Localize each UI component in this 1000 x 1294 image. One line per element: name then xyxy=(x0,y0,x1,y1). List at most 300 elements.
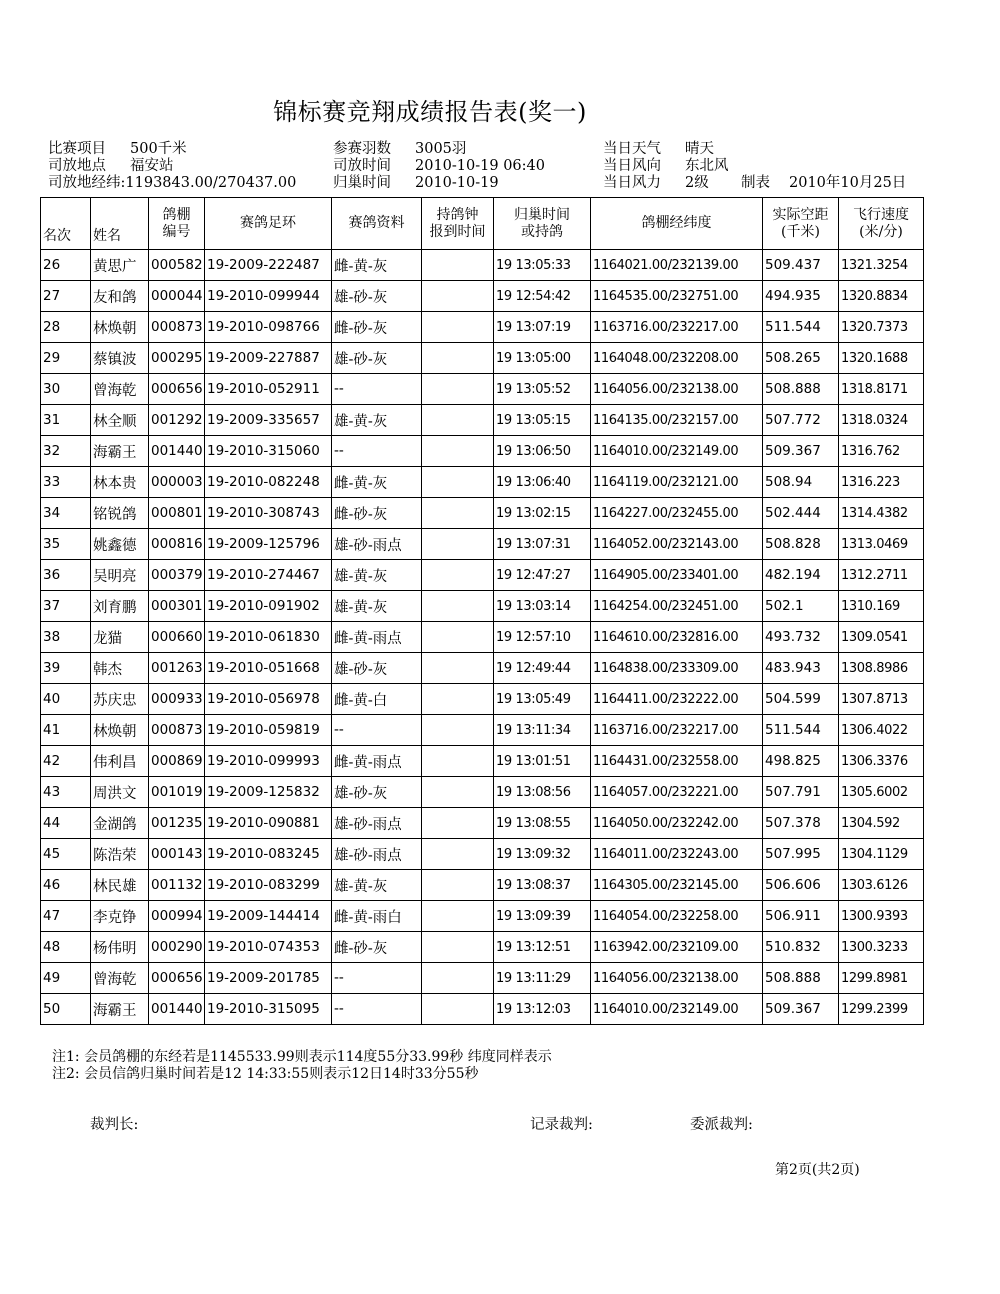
cell-speed: 1310.169 xyxy=(839,591,924,622)
cell-info: 雄-砂-灰 xyxy=(332,777,422,808)
info-column-middle xyxy=(333,141,545,192)
release-place-value: 福安站 xyxy=(130,158,174,174)
cell-return-time: 19 13:06:50 xyxy=(494,436,591,467)
cell-rank: 32 xyxy=(41,436,91,467)
cell-rank: 28 xyxy=(41,312,91,343)
cell-clock xyxy=(422,436,494,467)
cell-ring: 19-2010-090881 xyxy=(205,808,332,839)
cell-name: 金湖鸽 xyxy=(91,808,149,839)
cell-return-time: 19 13:03:14 xyxy=(494,591,591,622)
cell-speed: 1316.223 xyxy=(839,467,924,498)
cell-return-time: 19 13:12:51 xyxy=(494,932,591,963)
cell-speed: 1300.9393 xyxy=(839,901,924,932)
cell-ring: 19-2010-098766 xyxy=(205,312,332,343)
cell-rank: 29 xyxy=(41,343,91,374)
cell-clock xyxy=(422,870,494,901)
table-row xyxy=(41,870,924,901)
cell-clock xyxy=(422,746,494,777)
cell-name: 海霸王 xyxy=(91,436,149,467)
cell-speed: 1321.3254 xyxy=(839,250,924,281)
cell-info: 雌-砂-灰 xyxy=(332,312,422,343)
cell-name: 韩杰 xyxy=(91,653,149,684)
cell-coords: 1164011.00/232243.00 xyxy=(591,839,763,870)
page-number: 第2页(共2页) xyxy=(775,1162,860,1178)
cell-speed: 1313.0469 xyxy=(839,529,924,560)
cell-clock xyxy=(422,374,494,405)
assigned-judge-signature: 委派裁判: xyxy=(690,1117,753,1133)
table-body xyxy=(41,250,924,1025)
cell-return-time: 19 13:05:49 xyxy=(494,684,591,715)
cell-speed: 1318.8171 xyxy=(839,374,924,405)
cell-loft-no: 000301 xyxy=(149,591,205,622)
cell-return-time: 19 13:09:39 xyxy=(494,901,591,932)
cell-ring: 19-2009-201785 xyxy=(205,963,332,994)
cell-name: 周洪文 xyxy=(91,777,149,808)
table-row xyxy=(41,808,924,839)
cell-ring: 19-2009-222487 xyxy=(205,250,332,281)
table-row xyxy=(41,622,924,653)
cell-speed: 1299.8981 xyxy=(839,963,924,994)
cell-loft-no: 000044 xyxy=(149,281,205,312)
cell-name: 林全顺 xyxy=(91,405,149,436)
cell-ring: 19-2009-144414 xyxy=(205,901,332,932)
note-2: 注2: 会员信鸽归巢时间若是12 14:33:55则表示12日14时33分55秒 xyxy=(52,1066,479,1082)
cell-coords: 1164048.00/232208.00 xyxy=(591,343,763,374)
cell-loft-no: 000816 xyxy=(149,529,205,560)
cell-rank: 35 xyxy=(41,529,91,560)
cell-rank: 50 xyxy=(41,994,91,1025)
header-clock: 持鸽钟 报到时间 xyxy=(422,198,494,250)
cell-rank: 41 xyxy=(41,715,91,746)
cell-info: -- xyxy=(332,994,422,1025)
cell-coords: 1164610.00/232816.00 xyxy=(591,622,763,653)
cell-name: 友和鸽 xyxy=(91,281,149,312)
cell-return-time: 19 12:49:44 xyxy=(494,653,591,684)
table-row xyxy=(41,901,924,932)
cell-coords: 1163942.00/232109.00 xyxy=(591,932,763,963)
header-name: 姓名 xyxy=(91,198,149,250)
race-item-label: 比赛项目 xyxy=(48,141,106,157)
cell-ring: 19-2010-083299 xyxy=(205,870,332,901)
header-speed: 飞行速度 (米/分) xyxy=(839,198,924,250)
cell-info: 雄-黄-灰 xyxy=(332,870,422,901)
cell-return-time: 19 13:08:37 xyxy=(494,870,591,901)
cell-name: 铭锐鸽 xyxy=(91,498,149,529)
cell-clock xyxy=(422,963,494,994)
cell-rank: 36 xyxy=(41,560,91,591)
cell-rank: 37 xyxy=(41,591,91,622)
cell-name: 黄思广 xyxy=(91,250,149,281)
cell-rank: 49 xyxy=(41,963,91,994)
cell-speed: 1309.0541 xyxy=(839,622,924,653)
table-row xyxy=(41,343,924,374)
header-info: 赛鸽资料 xyxy=(332,198,422,250)
cell-return-time: 19 13:08:56 xyxy=(494,777,591,808)
cell-name: 苏庆忠 xyxy=(91,684,149,715)
table-row xyxy=(41,839,924,870)
cell-name: 杨伟明 xyxy=(91,932,149,963)
cell-rank: 34 xyxy=(41,498,91,529)
cell-loft-no: 000295 xyxy=(149,343,205,374)
cell-ring: 19-2010-082248 xyxy=(205,467,332,498)
cell-coords: 1164010.00/232149.00 xyxy=(591,436,763,467)
cell-name: 林民雄 xyxy=(91,870,149,901)
cell-name: 李克铮 xyxy=(91,901,149,932)
cell-loft-no: 001235 xyxy=(149,808,205,839)
cell-coords: 1164135.00/232157.00 xyxy=(591,405,763,436)
cell-coords: 1164411.00/232222.00 xyxy=(591,684,763,715)
cell-coords: 1164905.00/233401.00 xyxy=(591,560,763,591)
cell-distance: 506.606 xyxy=(763,870,839,901)
cell-clock xyxy=(422,684,494,715)
cell-speed: 1320.7373 xyxy=(839,312,924,343)
cell-name: 曾海乾 xyxy=(91,374,149,405)
chief-judge-signature: 裁判长: xyxy=(90,1117,139,1133)
cell-distance: 483.943 xyxy=(763,653,839,684)
cell-info: -- xyxy=(332,963,422,994)
cell-info: 雄-黄-灰 xyxy=(332,560,422,591)
results-table xyxy=(40,197,924,1025)
cell-name: 陈浩荣 xyxy=(91,839,149,870)
cell-rank: 31 xyxy=(41,405,91,436)
cell-clock xyxy=(422,560,494,591)
cell-distance: 511.544 xyxy=(763,715,839,746)
table-row xyxy=(41,963,924,994)
table-row xyxy=(41,405,924,436)
cell-rank: 42 xyxy=(41,746,91,777)
cell-return-time: 19 13:05:52 xyxy=(494,374,591,405)
header-return: 归巢时间 或持鸽 xyxy=(494,198,591,250)
table-row xyxy=(41,932,924,963)
cell-info: 雌-黄-雨点 xyxy=(332,622,422,653)
cell-clock xyxy=(422,901,494,932)
cell-speed: 1316.762 xyxy=(839,436,924,467)
cell-loft-no: 000582 xyxy=(149,250,205,281)
cell-return-time: 19 13:08:55 xyxy=(494,808,591,839)
cell-clock xyxy=(422,529,494,560)
cell-rank: 27 xyxy=(41,281,91,312)
cell-loft-no: 001292 xyxy=(149,405,205,436)
cell-coords: 1164056.00/232138.00 xyxy=(591,374,763,405)
cell-speed: 1306.3376 xyxy=(839,746,924,777)
cell-clock xyxy=(422,498,494,529)
cell-loft-no: 000994 xyxy=(149,901,205,932)
cell-coords: 1164305.00/232145.00 xyxy=(591,870,763,901)
cell-speed: 1304.1129 xyxy=(839,839,924,870)
cell-rank: 39 xyxy=(41,653,91,684)
cell-rank: 26 xyxy=(41,250,91,281)
table-row xyxy=(41,777,924,808)
cell-speed: 1304.592 xyxy=(839,808,924,839)
cell-loft-no: 001440 xyxy=(149,436,205,467)
cell-name: 伟利昌 xyxy=(91,746,149,777)
cell-clock xyxy=(422,591,494,622)
cell-distance: 498.825 xyxy=(763,746,839,777)
cell-loft-no: 001263 xyxy=(149,653,205,684)
cell-speed: 1312.2711 xyxy=(839,560,924,591)
cell-clock xyxy=(422,839,494,870)
cell-info: 雄-砂-雨点 xyxy=(332,808,422,839)
cell-info: 雄-砂-灰 xyxy=(332,653,422,684)
cell-distance: 509.367 xyxy=(763,436,839,467)
return-time-value: 2010-10-19 xyxy=(415,175,499,191)
entries-label: 参赛羽数 xyxy=(333,141,391,157)
cell-coords: 1164254.00/232451.00 xyxy=(591,591,763,622)
cell-info: 雄-砂-灰 xyxy=(332,281,422,312)
cell-clock xyxy=(422,777,494,808)
cell-return-time: 19 13:05:00 xyxy=(494,343,591,374)
header-distance: 实际空距 (千米) xyxy=(763,198,839,250)
cell-info: -- xyxy=(332,715,422,746)
release-place-label: 司放地点 xyxy=(48,158,106,174)
cell-name: 林本贵 xyxy=(91,467,149,498)
cell-distance: 502.444 xyxy=(763,498,839,529)
weather-label: 当日天气 xyxy=(603,141,661,157)
cell-speed: 1303.6126 xyxy=(839,870,924,901)
cell-distance: 510.832 xyxy=(763,932,839,963)
cell-return-time: 19 13:11:29 xyxy=(494,963,591,994)
notes xyxy=(52,1049,552,1083)
cell-rank: 33 xyxy=(41,467,91,498)
cell-loft-no: 000003 xyxy=(149,467,205,498)
table-row xyxy=(41,684,924,715)
cell-coords: 1164052.00/232143.00 xyxy=(591,529,763,560)
cell-clock xyxy=(422,281,494,312)
cell-info: 雌-砂-灰 xyxy=(332,498,422,529)
cell-name: 林焕朝 xyxy=(91,715,149,746)
table-header-row xyxy=(41,198,924,250)
cell-return-time: 19 13:02:15 xyxy=(494,498,591,529)
info-column-left xyxy=(48,141,296,192)
cell-return-time: 19 13:01:51 xyxy=(494,746,591,777)
table-row xyxy=(41,529,924,560)
cell-distance: 511.544 xyxy=(763,312,839,343)
release-coords-value: 1193843.00/270437.00 xyxy=(125,175,297,191)
wind-dir-label: 当日风向 xyxy=(603,158,661,174)
cell-speed: 1320.1688 xyxy=(839,343,924,374)
cell-clock xyxy=(422,715,494,746)
header-rank: 名次 xyxy=(41,198,91,250)
cell-ring: 19-2010-052911 xyxy=(205,374,332,405)
cell-distance: 508.94 xyxy=(763,467,839,498)
cell-loft-no: 000656 xyxy=(149,374,205,405)
cell-loft-no: 000290 xyxy=(149,932,205,963)
cell-clock xyxy=(422,932,494,963)
cell-info: 雄-黄-灰 xyxy=(332,405,422,436)
cell-distance: 508.888 xyxy=(763,963,839,994)
header-coords: 鸽棚经纬度 xyxy=(591,198,763,250)
cell-ring: 19-2009-335657 xyxy=(205,405,332,436)
cell-distance: 482.194 xyxy=(763,560,839,591)
cell-speed: 1318.0324 xyxy=(839,405,924,436)
cell-distance: 494.935 xyxy=(763,281,839,312)
cell-info: 雌-砂-灰 xyxy=(332,932,422,963)
cell-return-time: 19 13:05:15 xyxy=(494,405,591,436)
weather-value: 晴天 xyxy=(685,141,714,157)
cell-rank: 43 xyxy=(41,777,91,808)
cell-distance: 502.1 xyxy=(763,591,839,622)
cell-name: 蔡镇波 xyxy=(91,343,149,374)
cell-loft-no: 001019 xyxy=(149,777,205,808)
cell-coords: 1164057.00/232221.00 xyxy=(591,777,763,808)
cell-loft-no: 000656 xyxy=(149,963,205,994)
cell-speed: 1320.8834 xyxy=(839,281,924,312)
cell-distance: 507.791 xyxy=(763,777,839,808)
cell-coords: 1164050.00/232242.00 xyxy=(591,808,763,839)
cell-info: 雌-黄-雨点 xyxy=(332,746,422,777)
cell-return-time: 19 13:06:40 xyxy=(494,467,591,498)
cell-return-time: 19 13:07:31 xyxy=(494,529,591,560)
cell-name: 刘育鹏 xyxy=(91,591,149,622)
cell-clock xyxy=(422,250,494,281)
cell-ring: 19-2010-315060 xyxy=(205,436,332,467)
made-label: 制表 xyxy=(741,175,770,191)
cell-return-time: 19 13:11:34 xyxy=(494,715,591,746)
cell-ring: 19-2010-315095 xyxy=(205,994,332,1025)
cell-rank: 45 xyxy=(41,839,91,870)
cell-coords: 1164535.00/232751.00 xyxy=(591,281,763,312)
cell-coords: 1163716.00/232217.00 xyxy=(591,715,763,746)
cell-rank: 40 xyxy=(41,684,91,715)
cell-distance: 507.995 xyxy=(763,839,839,870)
header-ring: 赛鸽足环 xyxy=(205,198,332,250)
cell-distance: 508.828 xyxy=(763,529,839,560)
cell-distance: 493.732 xyxy=(763,622,839,653)
cell-speed: 1305.6002 xyxy=(839,777,924,808)
cell-info: 雄-砂-雨点 xyxy=(332,839,422,870)
cell-loft-no: 000379 xyxy=(149,560,205,591)
release-time-value: 2010-10-19 06:40 xyxy=(415,158,545,174)
made-date-value: 2010年10月25日 xyxy=(789,175,907,191)
cell-coords: 1164431.00/232558.00 xyxy=(591,746,763,777)
cell-ring: 19-2010-091902 xyxy=(205,591,332,622)
cell-return-time: 19 13:05:33 xyxy=(494,250,591,281)
cell-coords: 1164838.00/233309.00 xyxy=(591,653,763,684)
cell-coords: 1164056.00/232138.00 xyxy=(591,963,763,994)
table-row xyxy=(41,312,924,343)
table-row xyxy=(41,560,924,591)
cell-rank: 48 xyxy=(41,932,91,963)
cell-ring: 19-2010-083245 xyxy=(205,839,332,870)
cell-info: 雌-黄-灰 xyxy=(332,250,422,281)
note-1: 注1: 会员鸽棚的东经若是1145533.99则表示114度55分33.99秒 纬度同样表示 xyxy=(52,1049,552,1065)
cell-return-time: 19 13:12:03 xyxy=(494,994,591,1025)
page-title: 锦标赛竞翔成绩报告表(奖一) xyxy=(273,98,587,126)
cell-ring: 19-2010-099993 xyxy=(205,746,332,777)
cell-loft-no: 000660 xyxy=(149,622,205,653)
cell-ring: 19-2009-227887 xyxy=(205,343,332,374)
cell-ring: 19-2009-125832 xyxy=(205,777,332,808)
cell-info: 雄-砂-灰 xyxy=(332,343,422,374)
cell-ring: 19-2010-061830 xyxy=(205,622,332,653)
cell-ring: 19-2010-274467 xyxy=(205,560,332,591)
cell-ring: 19-2010-074353 xyxy=(205,932,332,963)
cell-speed: 1308.8986 xyxy=(839,653,924,684)
wind-force-label: 当日风力 xyxy=(603,175,661,191)
cell-loft-no: 000873 xyxy=(149,312,205,343)
cell-name: 吴明亮 xyxy=(91,560,149,591)
cell-ring: 19-2010-059819 xyxy=(205,715,332,746)
cell-name: 姚鑫德 xyxy=(91,529,149,560)
cell-distance: 507.772 xyxy=(763,405,839,436)
cell-ring: 19-2010-099944 xyxy=(205,281,332,312)
cell-name: 龙猫 xyxy=(91,622,149,653)
cell-coords: 1164010.00/232149.00 xyxy=(591,994,763,1025)
cell-distance: 509.437 xyxy=(763,250,839,281)
cell-return-time: 19 13:07:19 xyxy=(494,312,591,343)
cell-clock xyxy=(422,312,494,343)
race-item-value: 500千米 xyxy=(130,141,187,157)
cell-rank: 46 xyxy=(41,870,91,901)
release-time-label: 司放时间 xyxy=(333,158,391,174)
table-row xyxy=(41,591,924,622)
cell-speed: 1300.3233 xyxy=(839,932,924,963)
table-row xyxy=(41,281,924,312)
cell-info: 雄-黄-灰 xyxy=(332,591,422,622)
header-loft-no: 鸽棚 编号 xyxy=(149,198,205,250)
table-row xyxy=(41,653,924,684)
cell-distance: 506.911 xyxy=(763,901,839,932)
table-row xyxy=(41,746,924,777)
cell-coords: 1164021.00/232139.00 xyxy=(591,250,763,281)
cell-loft-no: 000933 xyxy=(149,684,205,715)
cell-info: -- xyxy=(332,436,422,467)
table-row xyxy=(41,250,924,281)
cell-coords: 1164227.00/232455.00 xyxy=(591,498,763,529)
cell-info: 雄-砂-雨点 xyxy=(332,529,422,560)
cell-info: 雌-黄-灰 xyxy=(332,467,422,498)
cell-clock xyxy=(422,343,494,374)
cell-ring: 19-2010-051668 xyxy=(205,653,332,684)
table-row xyxy=(41,498,924,529)
cell-ring: 19-2010-308743 xyxy=(205,498,332,529)
cell-name: 曾海乾 xyxy=(91,963,149,994)
cell-info: -- xyxy=(332,374,422,405)
cell-loft-no: 001440 xyxy=(149,994,205,1025)
cell-coords: 1163716.00/232217.00 xyxy=(591,312,763,343)
cell-distance: 508.888 xyxy=(763,374,839,405)
table-row xyxy=(41,994,924,1025)
cell-return-time: 19 12:47:27 xyxy=(494,560,591,591)
cell-speed: 1306.4022 xyxy=(839,715,924,746)
info-column-right xyxy=(603,141,906,192)
cell-distance: 504.599 xyxy=(763,684,839,715)
cell-name: 林焕朝 xyxy=(91,312,149,343)
cell-clock xyxy=(422,405,494,436)
cell-distance: 508.265 xyxy=(763,343,839,374)
cell-speed: 1314.4382 xyxy=(839,498,924,529)
wind-force-value: 2级 xyxy=(685,175,709,191)
cell-name: 海霸王 xyxy=(91,994,149,1025)
cell-info: 雌-黄-雨白 xyxy=(332,901,422,932)
cell-clock xyxy=(422,467,494,498)
cell-return-time: 19 13:09:32 xyxy=(494,839,591,870)
cell-rank: 30 xyxy=(41,374,91,405)
cell-clock xyxy=(422,994,494,1025)
cell-distance: 509.367 xyxy=(763,994,839,1025)
cell-info: 雌-黄-白 xyxy=(332,684,422,715)
cell-coords: 1164054.00/232258.00 xyxy=(591,901,763,932)
recorder-judge-signature: 记录裁判: xyxy=(530,1117,593,1133)
cell-loft-no: 001132 xyxy=(149,870,205,901)
cell-clock xyxy=(422,622,494,653)
cell-clock xyxy=(422,653,494,684)
release-coords-label: 司放地经纬: xyxy=(48,175,126,191)
cell-loft-no: 000143 xyxy=(149,839,205,870)
entries-value: 3005羽 xyxy=(415,141,467,157)
cell-rank: 38 xyxy=(41,622,91,653)
cell-loft-no: 000869 xyxy=(149,746,205,777)
